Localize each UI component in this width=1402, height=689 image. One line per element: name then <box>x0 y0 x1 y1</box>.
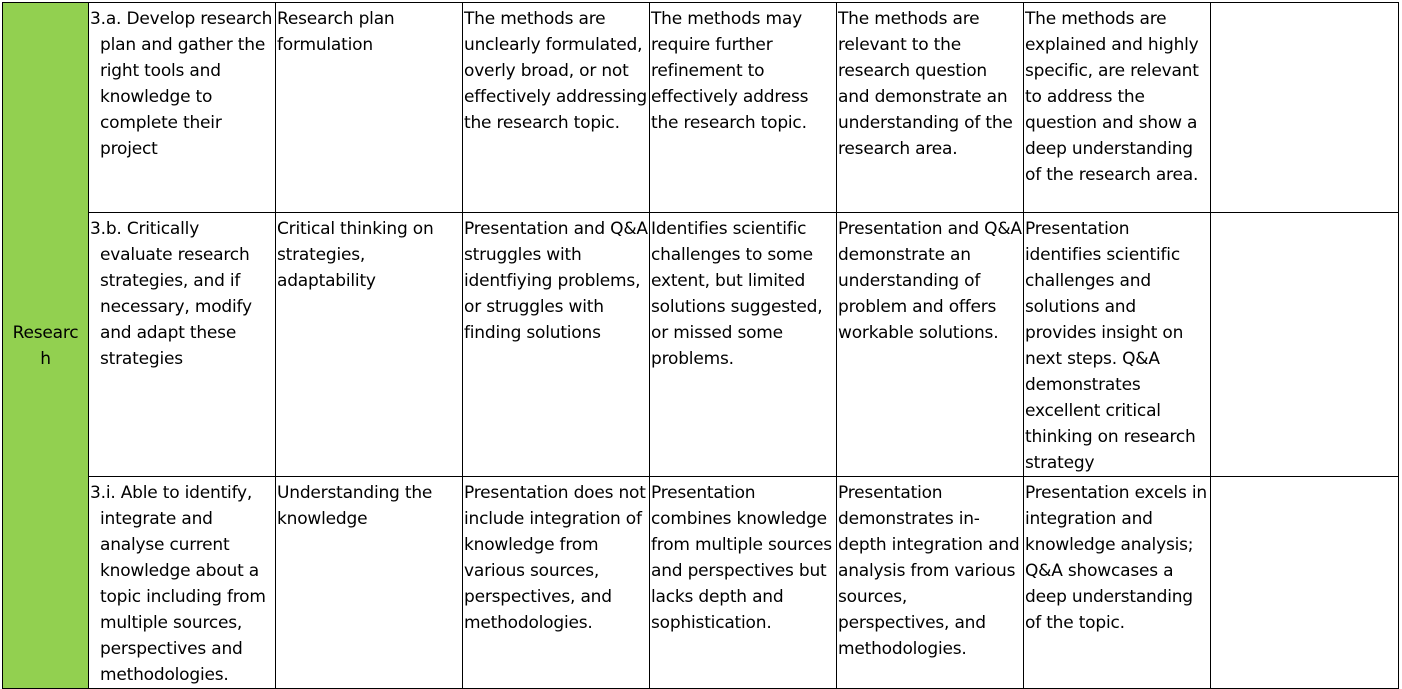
criterion-cell: Understanding the knowledge <box>276 477 463 689</box>
objective-text: 3.i. Able to identify, integrate and analyse current knowledge about a topic including from multiple sources, perspectives and methodologies. <box>90 483 266 685</box>
level-1-cell: The methods are unclearly formulated, overly broad, or not effectively addressing the research topic. <box>463 3 650 213</box>
level-1-cell: Presentation does not include integration of knowledge from various sources, perspectives, and methodologies. <box>463 477 650 689</box>
table-row <box>3 477 1399 689</box>
level-2-cell: The methods may require further refinement to effectively address the research topic. <box>650 3 837 213</box>
level-4-cell: Presentation excels in integration and knowledge analysis; Q&A showcases a deep understanding of the topic. <box>1024 477 1211 689</box>
level-2-cell: Identifies scientific challenges to some extent, but limited solutions suggested, or missed some problems. <box>650 213 837 477</box>
level-4-cell: Presentation identifies scientific challenges and solutions and provides insight on next steps. Q&A demonstrates excellent critical thinking on research strategy <box>1024 213 1211 477</box>
level-5-cell <box>1211 3 1399 213</box>
objective-cell <box>89 477 276 689</box>
section-cell <box>3 3 89 689</box>
level-3-cell: The methods are relevant to the research question and demonstrate an understanding of the research area. <box>837 3 1024 213</box>
table-row <box>3 3 1399 213</box>
rubric-table <box>2 2 1399 689</box>
level-5-cell <box>1211 477 1399 689</box>
level-4-cell: The methods are explained and highly specific, are relevant to address the question and show a deep understanding of the research area. <box>1024 3 1211 213</box>
level-3-cell: Presentation demonstrates in-depth integration and analysis from various sources, perspectives, and methodologies. <box>837 477 1024 689</box>
criterion-cell: Critical thinking on strategies, adaptability <box>276 213 463 477</box>
criterion-cell: Research plan formulation <box>276 3 463 213</box>
table-row <box>3 213 1399 477</box>
level-3-cell: Presentation and Q&A demonstrate an understanding of problem and offers workable solutions. <box>837 213 1024 477</box>
level-1-cell: Presentation and Q&A struggles with identfiying problems, or struggles with finding solutions <box>463 213 650 477</box>
objective-text: 3.b. Critically evaluate research strategies, and if necessary, modify and adapt these strategies <box>90 219 252 369</box>
section-label: Research <box>12 322 79 369</box>
objective-text: 3.a. Develop research plan and gather the right tools and knowledge to complete their project <box>90 9 273 159</box>
level-5-cell <box>1211 213 1399 477</box>
level-2-cell: Presentation combines knowledge from multiple sources and perspectives but lacks depth and sophistication. <box>650 477 837 689</box>
objective-cell <box>89 3 276 213</box>
objective-cell <box>89 213 276 477</box>
